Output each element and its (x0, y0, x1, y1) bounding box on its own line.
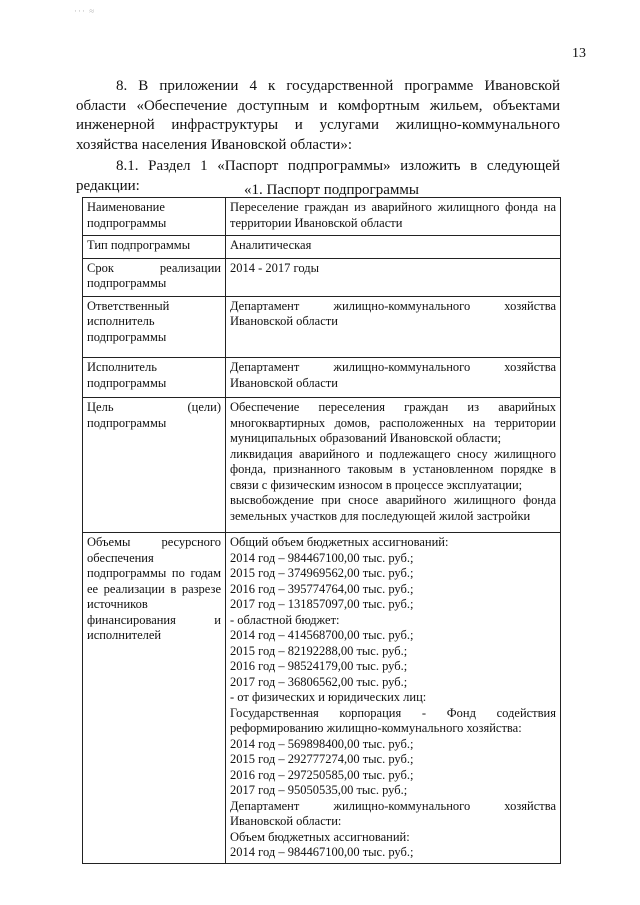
row-value-line: 2017 год – 95050535,00 тыс. руб.; (230, 783, 408, 797)
row-value-line: высвобождение при сносе аварийного жилищного фонда земельных участков для последующей жилой застройки (230, 493, 556, 523)
row-value-line: 2014 - 2017 годы (230, 260, 320, 275)
row-value-line: 2015 год – 374969562,00 тыс. руб.; (230, 566, 414, 580)
row-label: Срок реализации подпрограммы (83, 258, 226, 296)
passport-table (82, 197, 561, 864)
paragraph-item-8-1-text: 8.1. Раздел 1 «Паспорт подпрограммы» изложить в следующей редакции: (76, 158, 560, 194)
row-value-line: 2016 год – 395774764,00 тыс. руб.; (230, 581, 414, 596)
row-value-line: - от физических и юридических лиц: (230, 690, 427, 704)
row-value-line: Переселение граждан из аварийного жилищного фонда на территории Ивановской области (230, 200, 556, 230)
row-label: Цель (цели) подпрограммы (83, 398, 226, 533)
scan-corner-mark: ··· ≈ (74, 6, 96, 16)
row-value-line: 2016 год – 297250585,00 тыс. руб.; (230, 767, 414, 782)
table-title: «1. Паспорт подпрограммы (244, 182, 419, 198)
row-value-line: ликвидация аварийного и подлежащего сносу жилищного фонда, признанного таковым в установленном порядке в связи с физическим износом в процессе эксплуатации; (230, 446, 556, 492)
row-label: Ответственный исполнитель подпрограммы (83, 296, 226, 358)
row-value-line: Департамент жилищно-коммунального хозяйства Ивановской области (230, 360, 556, 390)
row-value-line: 2014 год – 414568700,00 тыс. руб.; (230, 628, 414, 642)
row-label: Тип подпрограммы (83, 236, 226, 259)
passport-row (83, 258, 561, 296)
row-label: Объемы ресурсного обеспечения подпрограммы по годам ее реализации в разрезе источников финансирования и исполнителей (83, 533, 226, 864)
passport-row (83, 198, 561, 236)
page-number: 13 (572, 46, 586, 61)
row-value-line: 2017 год – 131857097,00 тыс. руб.; (230, 597, 414, 611)
passport-table-body (83, 198, 561, 864)
row-value-line: Департамент жилищно-коммунального хозяйства Ивановской области (230, 298, 556, 328)
passport-row (83, 236, 561, 259)
row-value-line: Департамент жилищно-коммунального хозяйства Ивановской области: (230, 798, 556, 828)
row-value-line: 2014 год – 984467100,00 тыс. руб.; (230, 550, 414, 565)
passport-row (83, 358, 561, 398)
row-value (226, 198, 561, 236)
row-label: Исполнитель подпрограммы (83, 358, 226, 398)
row-value-line: Обеспечение переселения граждан из аварийных многоквартирных домов, расположенных на территории муниципальных образований Ивановской области; (230, 400, 556, 445)
row-value-line: 2014 год – 984467100,00 тыс. руб.; (230, 845, 414, 859)
row-label: Наименование подпрограммы (83, 198, 226, 236)
row-value (226, 258, 561, 296)
row-value (226, 358, 561, 398)
row-value-line: Общий объем бюджетных ассигнований: (230, 535, 449, 549)
row-value (226, 533, 561, 864)
row-value-line: 2017 год – 36806562,00 тыс. руб.; (230, 674, 408, 689)
row-value (226, 296, 561, 358)
row-value-line: Государственная корпорация - Фонд содействия реформированию жилищно-коммунального хозяйства: (230, 705, 556, 735)
row-value-line: 2014 год – 569898400,00 тыс. руб.; (230, 736, 414, 751)
passport-row (83, 533, 561, 864)
row-value-line: Объем бюджетных ассигнований: (230, 829, 410, 844)
paragraph-item-8 (76, 77, 560, 155)
row-value-line: - областной бюджет: (230, 612, 340, 627)
row-value-line: 2016 год – 98524179,00 тыс. руб.; (230, 659, 408, 673)
row-value (226, 236, 561, 259)
passport-row (83, 296, 561, 358)
row-value-line: 2015 год – 82192288,00 тыс. руб.; (230, 643, 408, 658)
passport-row (83, 398, 561, 533)
row-value-line: Аналитическая (230, 238, 312, 252)
paragraph-item-8-text: 8. В приложении 4 к государственной программе Ивановской области «Обеспечение доступным и комфортным жильем, объектами инженерной инфраструктуры и услугами жилищно-коммунального хозяйства населения Ивановской области»: (76, 78, 560, 153)
row-value (226, 398, 561, 533)
row-value-line: 2015 год – 292777274,00 тыс. руб.; (230, 752, 414, 766)
